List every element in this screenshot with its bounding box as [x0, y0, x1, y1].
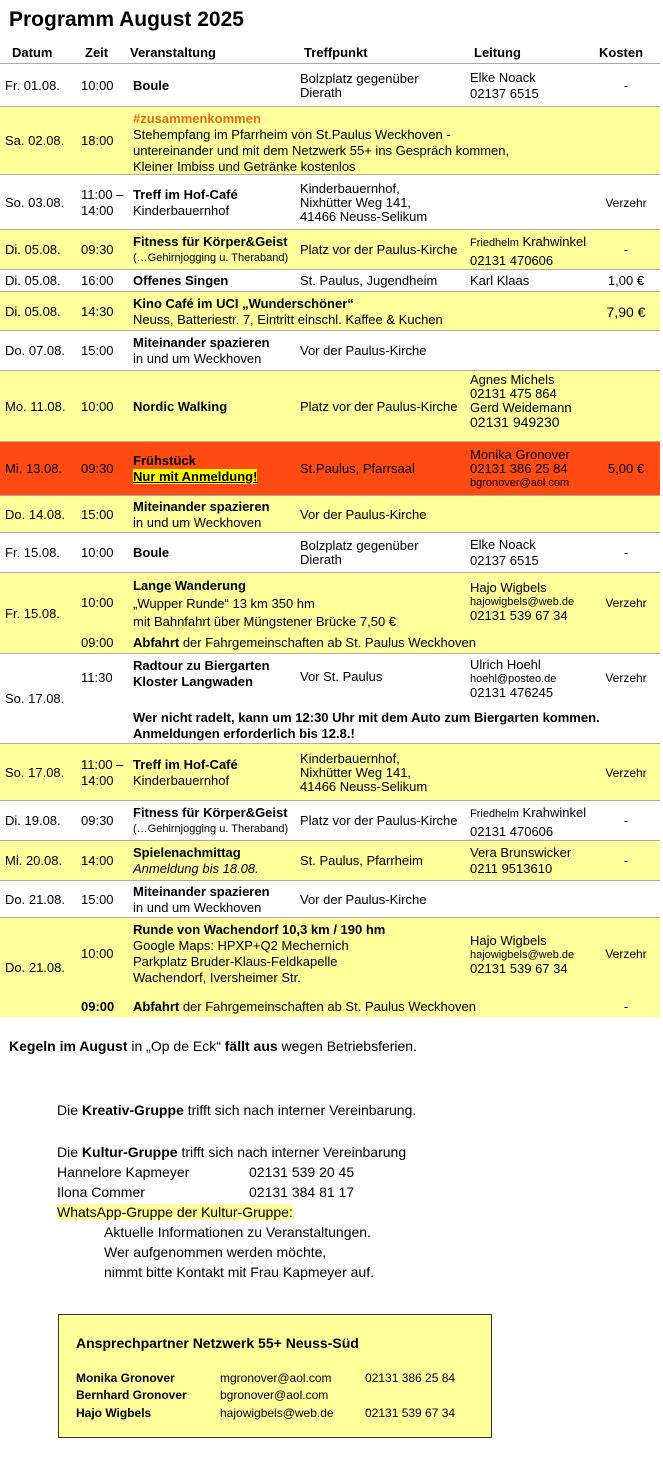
- departure-text: [133, 635, 476, 651]
- event-leader-line: Vera Brunswicker: [470, 845, 572, 860]
- event-time-line: 11:00 –: [81, 186, 124, 202]
- table-row: [0, 229, 660, 269]
- table-row: [0, 330, 660, 370]
- event-time: 18:00: [81, 133, 114, 148]
- event-date: Fr. 15.08.: [5, 545, 60, 560]
- event-note: [133, 710, 600, 742]
- event-date: So. 17.08.: [5, 691, 65, 706]
- event-place: [300, 539, 419, 567]
- event-text: [133, 187, 238, 219]
- event-place: [300, 344, 426, 358]
- event-place-line: St.Paulus, Pfarrsaal: [300, 461, 415, 476]
- event-time: 10:00: [81, 77, 114, 93]
- event-text-line: (…Gehirnjogging u. Theraband): [133, 823, 289, 835]
- event-text-line: Anmeldung bis 18.08.: [133, 861, 259, 876]
- event-leader: [470, 805, 586, 840]
- event-cost: 1,00 €: [607, 273, 645, 288]
- event-text: [133, 127, 509, 175]
- event-leader-line: Gerd Weidemann: [470, 400, 572, 415]
- kultur-contact: Hannelore Kapmeyer 02131 539 20 45: [57, 1164, 355, 1180]
- table-row: [0, 441, 660, 495]
- table-row: [0, 572, 660, 653]
- event-date: Do. 14.08.: [5, 506, 65, 522]
- event-text-line: Miteinander spazieren: [133, 335, 270, 350]
- event-place-line: Platz vor der Paulus-Kirche: [300, 813, 458, 828]
- event-leader-line: bgronover@aol.com: [470, 477, 570, 489]
- departure-label: Abfahrt: [133, 999, 180, 1014]
- event-place-line: Vor der Paulus-Kirche: [300, 891, 427, 907]
- event-text: [133, 658, 270, 690]
- event-leader-line: hajowigbels@web.de: [470, 949, 575, 961]
- event-cost: Verzehr: [605, 596, 647, 610]
- event-date: Fr. 01.08.: [5, 77, 60, 93]
- event-leader-line: 02131 475 864: [470, 386, 557, 401]
- table-row: [0, 532, 660, 572]
- event-text-line: Treff im Hof-Café: [133, 186, 238, 202]
- event-time: 10:00: [81, 545, 114, 560]
- event-time: 10:00: [81, 946, 114, 961]
- event-leader-line: [470, 234, 586, 251]
- event-text-line: in und um Weckhoven: [133, 515, 262, 530]
- event-text-line: Kleiner Imbiss und Getränke kostenlos: [133, 159, 356, 174]
- event-leader-line: Agnes Michels: [470, 372, 555, 387]
- table-row: [0, 63, 660, 106]
- event-place-line: Platz vor der Paulus-Kirche: [300, 398, 458, 414]
- event-date: Di. 05.08.: [5, 273, 61, 288]
- event-text: [133, 577, 396, 631]
- event-date: Sa. 02.08.: [5, 133, 65, 148]
- event-place: [300, 814, 458, 828]
- event-text-line: Google Maps: HPXP+Q2 Mechernich: [133, 938, 349, 953]
- event-text: [133, 273, 228, 289]
- event-text-line: Fitness für Körper&Geist: [133, 805, 288, 820]
- event-text-line: Stehempfang im Pfarrheim von St.Paulus Weckhoven -: [133, 127, 451, 142]
- event-text-line: Offenes Singen: [133, 273, 229, 288]
- event-leader: [470, 234, 586, 269]
- event-leader-line: 02131 470606: [470, 824, 554, 839]
- event-text: [133, 453, 257, 485]
- event-cost: Verzehr: [605, 671, 647, 685]
- event-place-line: 41466 Neuss-Selikum: [300, 208, 428, 224]
- event-time: 14:30: [81, 303, 114, 319]
- table-row: [0, 917, 660, 1017]
- event-text: [133, 499, 270, 531]
- event-date: Mo. 11.08.: [5, 398, 66, 414]
- departure-time: 09:00: [81, 635, 114, 650]
- event-time: 09:30: [81, 813, 114, 828]
- event-cost: 5,00 €: [607, 461, 645, 476]
- kreativ-note: Die Kreativ-Gruppe trifft sich nach interner Vereinbarung.: [57, 1102, 417, 1118]
- event-place-line: Bolzplatz gegenüber: [300, 70, 419, 86]
- departure-time: 09:00: [81, 999, 115, 1014]
- event-text: [133, 545, 169, 561]
- event-place: [300, 462, 415, 476]
- contact-box-title: Ansprechpartner Netzwerk 55+ Neuss-Süd: [76, 1335, 359, 1351]
- event-text-line: „Wupper Runde“ 13 km 350 hm: [133, 596, 315, 611]
- event-leader-line: hoehl@posteo.de: [470, 673, 557, 685]
- event-time: 11:30: [81, 670, 113, 685]
- event-place-line: Vor der Paulus-Kirche: [300, 506, 427, 522]
- event-place: [300, 243, 458, 257]
- event-text-line: (…Gehirnjogging u. Theraband): [133, 252, 289, 264]
- event-text: [133, 78, 169, 94]
- leader-lastname: Krahwinkel: [522, 234, 587, 249]
- event-place: [300, 670, 382, 684]
- table-row: [0, 653, 660, 743]
- event-time-line: 14:00: [81, 772, 114, 788]
- event-leader-line: 0211 9513610: [470, 861, 553, 876]
- event-cost: -: [623, 813, 629, 828]
- event-date: Mi. 20.08.: [5, 853, 63, 868]
- event-place: [300, 72, 419, 100]
- event-place-line: 41466 Neuss-Selikum: [300, 778, 428, 794]
- event-text-line: Kinderbauernhof: [133, 202, 230, 218]
- event-date: So. 03.08.: [5, 194, 65, 210]
- event-time: 10:00: [81, 595, 114, 610]
- event-cost: 7,90 €: [606, 303, 646, 320]
- event-date: Do. 07.08.: [5, 343, 65, 358]
- event-leader: [470, 845, 571, 877]
- event-text-line: in und um Weckhoven: [133, 351, 262, 366]
- event-time-line: 11:00 –: [81, 756, 124, 772]
- event-text-line: Neuss, Batteriestr. 7, Eintritt einschl. Kaffee & Kuchen: [133, 311, 443, 327]
- table-row: [0, 495, 660, 532]
- event-time: 10:00: [81, 398, 114, 414]
- event-leader-line: 02131 470606: [470, 253, 554, 268]
- header-veranstaltung: Veranstaltung: [130, 45, 216, 60]
- leader-firstname: Friedhelm: [470, 808, 519, 820]
- event-tag: #zusammenkommen: [133, 111, 261, 126]
- table-row: [0, 880, 660, 917]
- signup-required-label: Nur mit Anmeldung!: [133, 469, 258, 484]
- event-place: [300, 182, 427, 224]
- event-time-line: 14:00: [81, 202, 114, 218]
- event-leader-line: Monika Gronover: [470, 447, 570, 462]
- event-time: 16:00: [81, 273, 114, 288]
- event-text: [133, 845, 259, 877]
- whatsapp-label: WhatsApp-Gruppe der Kultur-Gruppe:: [57, 1204, 293, 1220]
- event-cost: Verzehr: [605, 195, 647, 210]
- event-text-line: Kino Café im UCI „Wunderschöner“: [133, 295, 354, 311]
- event-text-line: Lange Wanderung: [133, 578, 246, 593]
- event-text: [133, 757, 238, 789]
- event-text-line: mit Bahnfahrt über Müngstener Brücke 7,50 €: [133, 614, 397, 629]
- event-text-line: Treff im Hof-Café: [133, 756, 238, 772]
- event-place-line: Vor der Paulus-Kirche: [300, 343, 427, 358]
- kegeln-note: Kegeln im August in „Op de Eck“ fällt aus wegen Betriebsferien.: [9, 1038, 417, 1054]
- header-kosten: Kosten: [599, 45, 644, 60]
- event-place-line: Dierath: [300, 84, 342, 100]
- event-leader-line: 02131 539 67 34: [470, 608, 568, 623]
- event-leader-line: Karl Klaas: [470, 273, 530, 288]
- event-date: Do. 21.08.: [5, 960, 65, 975]
- event-time: [81, 187, 123, 219]
- event-text: [133, 399, 227, 415]
- event-place: [300, 508, 426, 522]
- event-place: [300, 752, 427, 794]
- event-text: [133, 296, 443, 328]
- page-title: Programm August 2025: [9, 8, 244, 31]
- kultur-contact: Ilona Commer 02131 384 81 17: [57, 1184, 355, 1200]
- event-date: Mi. 13.08.: [5, 461, 63, 476]
- event-text-line: Kloster Langwaden: [133, 674, 253, 689]
- event-place: [300, 274, 437, 288]
- event-text: [133, 805, 288, 837]
- departure-detail: der Fahrgemeinschaften ab St. Paulus Weckhoven: [179, 999, 476, 1014]
- event-leader-line: Ulrich Hoehl: [470, 657, 541, 672]
- event-place-line: St. Paulus, Pfarrheim: [300, 853, 423, 868]
- event-leader-line: 02131 949230: [470, 414, 560, 430]
- kultur-note: Die Kultur-Gruppe trifft sich nach interner Vereinbarung Hannelore Kapmeyer 02131 539 20 45 Ilona Commer 02131 384 81 17 WhatsApp-Gruppe der Kultur-Gruppe: Aktuelle Informationen zu Veranstaltungen. Wer aufgenommen werden möchte, nimmt bitte Kontakt mit Frau Kapmeyer auf.: [57, 1144, 407, 1280]
- event-place-line: Kinderbauernhof,: [300, 750, 400, 766]
- event-place-line: Kinderbauernhof,: [300, 180, 400, 196]
- event-leader-line: 02137 6515: [470, 85, 539, 101]
- event-place-line: Nixhütter Weg 141,: [300, 764, 412, 780]
- departure-detail: der Fahrgemeinschaften ab St. Paulus Weckhoven: [179, 635, 476, 650]
- event-time: 09:30: [81, 242, 114, 257]
- event-cost: -: [623, 545, 629, 560]
- event-text: [133, 922, 385, 986]
- event-place: [300, 893, 426, 907]
- table-row: [0, 743, 660, 800]
- table-row: [0, 370, 660, 441]
- event-time: 15:00: [81, 506, 114, 522]
- event-place-line: Vor St. Paulus: [300, 669, 383, 684]
- event-leader: [470, 658, 556, 700]
- table-row: [0, 840, 660, 880]
- event-leader: [470, 537, 539, 569]
- event-place-line: Bolzplatz gegenüber: [300, 538, 419, 553]
- event-text-line: Kinderbauernhof: [133, 772, 230, 788]
- departure-text: [133, 999, 476, 1015]
- header-datum: Datum: [12, 45, 53, 60]
- event-date: Fr. 15.08.: [5, 605, 60, 621]
- header-treffpunkt: Treffpunkt: [304, 45, 368, 60]
- event-leader-line: [470, 805, 586, 822]
- event-leader: [470, 448, 570, 490]
- event-text-line: Miteinander spazieren: [133, 884, 270, 899]
- event-leader-line: Hajo Wigbels: [470, 933, 547, 948]
- event-cost: -: [623, 77, 629, 93]
- event-place-line: Dierath: [300, 552, 342, 567]
- leader-firstname: Friedhelm: [470, 237, 519, 249]
- event-text: [133, 335, 270, 367]
- event-time: 09:30: [81, 461, 114, 476]
- contact-box: Ansprechpartner Netzwerk 55+ Neuss-Süd Monika Gronover mgronover@aol.com 02131 386 25 84 Bernhard Gronover bgronover@aol.com Hajo Wigbels hajowigbels@web.de 02131 539 67 34: [58, 1314, 492, 1438]
- event-place: [300, 854, 423, 868]
- event-text-line: [133, 469, 257, 485]
- event-text-line: Wachendorf, Iversheimer Str.: [133, 970, 301, 985]
- event-date: Di. 05.08.: [5, 303, 61, 319]
- header-zeit: Zeit: [85, 45, 109, 60]
- event-text: [133, 234, 288, 266]
- header-leitung: Leitung: [474, 45, 521, 60]
- event-leader-line: 02131 476245: [470, 685, 554, 700]
- event-leader-line: Hajo Wigbels: [470, 580, 547, 595]
- event-text-line: Spielenachmittag: [133, 845, 241, 860]
- table-row: [0, 800, 660, 840]
- event-text-line: Frühstück: [133, 453, 196, 468]
- event-time: 15:00: [81, 343, 114, 358]
- event-text-line: Parkplatz Bruder-Klaus-Feldkapelle: [133, 954, 338, 969]
- event-text-line: Miteinander spazieren: [133, 499, 270, 514]
- table-row: [0, 106, 660, 174]
- event-place-line: St. Paulus, Jugendheim: [300, 273, 438, 288]
- event-note-line: Anmeldungen erforderlich bis 12.8.!: [133, 726, 355, 741]
- event-text: [133, 884, 270, 916]
- event-text-line: Fitness für Körper&Geist: [133, 234, 288, 249]
- event-leader-line: Elke Noack: [470, 537, 536, 552]
- event-text-line: Nordic Walking: [133, 398, 228, 414]
- event-date: Di. 19.08.: [5, 813, 61, 828]
- event-date: So. 17.08.: [5, 764, 65, 780]
- event-cost: Verzehr: [605, 947, 647, 961]
- table-row: [0, 269, 660, 291]
- leader-lastname: Krahwinkel: [522, 805, 587, 820]
- table-row: [0, 291, 660, 330]
- event-place: [300, 400, 458, 414]
- event-leader-line: hajowigbels@web.de: [470, 596, 575, 608]
- event-time: 15:00: [81, 891, 114, 907]
- event-note-line: Wer nicht radelt, kann um 12:30 Uhr mit dem Auto zum Biergarten kommen.: [133, 710, 600, 725]
- event-leader-line: 02131 386 25 84: [470, 461, 568, 476]
- event-leader-line: 02131 539 67 34: [470, 961, 568, 976]
- event-date: Do. 21.08.: [5, 891, 65, 907]
- event-cost: Verzehr: [605, 765, 647, 780]
- event-text-line: Boule: [133, 545, 170, 560]
- event-place-line: Platz vor der Paulus-Kirche: [300, 242, 458, 257]
- departure-cost: -: [623, 999, 629, 1014]
- event-place-line: Nixhütter Weg 141,: [300, 194, 412, 210]
- departure-label: Abfahrt: [133, 635, 180, 650]
- event-time: [81, 757, 123, 789]
- event-leader: [470, 70, 539, 102]
- event-text-line: untereinander und mit dem Netzwerk 55+ ins Gespräch kommen,: [133, 143, 510, 158]
- event-date: Di. 05.08.: [5, 242, 61, 257]
- event-leader: [470, 373, 572, 429]
- event-cost: -: [623, 242, 629, 257]
- event-text-line: Boule: [133, 77, 170, 93]
- event-leader-line: 02137 6515: [470, 553, 539, 568]
- event-text-line: in und um Weckhoven: [133, 900, 262, 915]
- table-row: [0, 174, 660, 229]
- event-leader: [470, 581, 574, 623]
- event-text-line: Runde von Wachendorf 10,3 km / 190 hm: [133, 922, 386, 937]
- event-time: 14:00: [81, 853, 114, 868]
- event-cost: -: [623, 853, 629, 868]
- event-leader: [470, 273, 529, 289]
- event-leader-line: Elke Noack: [470, 69, 536, 85]
- event-text-line: Radtour zu Biergarten: [133, 658, 270, 673]
- event-leader: [470, 934, 574, 976]
